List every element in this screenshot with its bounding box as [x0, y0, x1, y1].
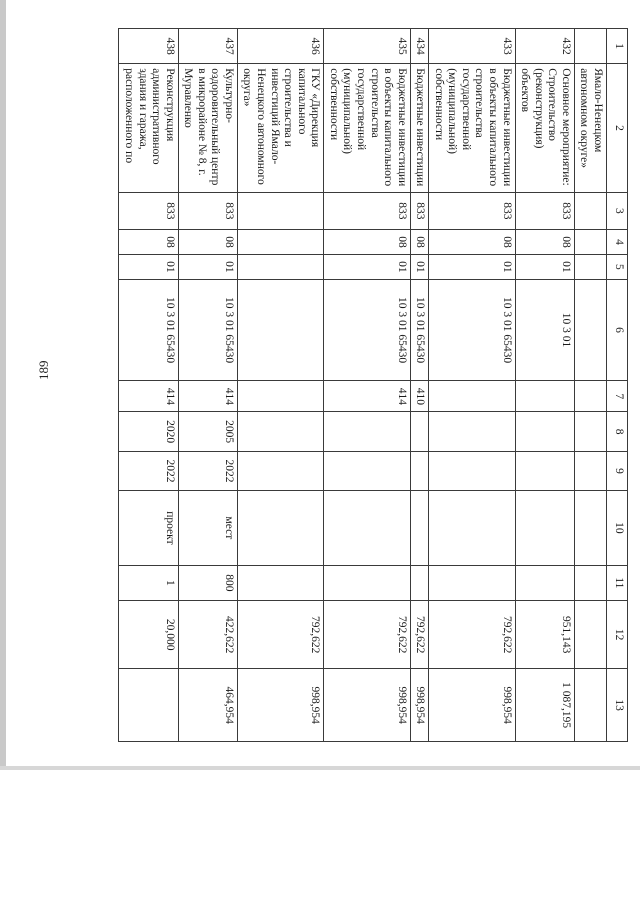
table-cell-col-8: 2005 [178, 412, 237, 451]
table-cell-col-2: Реконструкция административного здания и гаража, расположенного по [119, 64, 178, 193]
table-cell-col-6 [574, 279, 606, 381]
table-cell-col-7 [515, 381, 574, 412]
table-cell-col-6: 10 3 01 [515, 279, 574, 381]
table-cell-col-4: 08 [410, 230, 429, 255]
table-cell-col-6: 10 3 01 65430 [119, 279, 178, 381]
column-header: 5 [607, 254, 628, 279]
table-cell-col-13: 998,954 [429, 669, 515, 742]
table-cell-col-3: 833 [178, 192, 237, 229]
table-cell-col-7 [237, 381, 323, 412]
table-cell-col-2: Бюджетные инвестиции [410, 64, 429, 193]
table-row [574, 29, 606, 742]
table-cell-col-5: 01 [515, 254, 574, 279]
table-cell-col-11 [574, 565, 606, 600]
scan-shadow-edge [0, 0, 6, 770]
table-cell-col-13 [119, 669, 178, 742]
table-cell-col-7: 414 [178, 381, 237, 412]
table-cell-col-8 [237, 412, 323, 451]
table-cell-col-6: 10 3 01 65430 [324, 279, 410, 381]
table-cell-col-4 [574, 230, 606, 255]
table-row [429, 29, 515, 742]
table-cell-col-4: 08 [119, 230, 178, 255]
table-cell-col-3 [574, 192, 606, 229]
table-cell-col-8 [515, 412, 574, 451]
table-cell-col-5: 01 [119, 254, 178, 279]
column-header: 4 [607, 230, 628, 255]
table-cell-col-13 [574, 669, 606, 742]
table-cell-col-10 [324, 491, 410, 566]
table-row [119, 29, 178, 742]
table-cell-col-4: 08 [324, 230, 410, 255]
table-cell-col-12: 792,622 [324, 600, 410, 668]
table-cell-col-2: Основное мероприятие: Строительство (реконструкция) объектов [515, 64, 574, 193]
table-cell-col-9 [515, 451, 574, 490]
table-cell-col-5: 01 [178, 254, 237, 279]
table-cell-col-1: 438 [119, 29, 178, 64]
table-cell-col-13: 998,954 [410, 669, 429, 742]
table-cell-col-5 [574, 254, 606, 279]
table-cell-col-3: 833 [324, 192, 410, 229]
table-cell-col-11: 1 [119, 565, 178, 600]
table-cell-col-12: 792,622 [410, 600, 429, 668]
table-cell-col-1: 435 [324, 29, 410, 64]
table-cell-col-13: 1 087,195 [515, 669, 574, 742]
table-cell-col-4 [237, 230, 323, 255]
table-cell-col-2: Бюджетные инвестиции в объекты капитального строительства государственной (муниципальной) собственности [429, 64, 515, 193]
table-cell-col-12: 792,622 [237, 600, 323, 668]
column-header: 9 [607, 451, 628, 490]
table-cell-col-6: 10 3 01 65430 [410, 279, 429, 381]
table-cell-col-7: 414 [119, 381, 178, 412]
column-header: 2 [607, 64, 628, 193]
table-cell-col-3: 833 [429, 192, 515, 229]
table-cell-col-9 [237, 451, 323, 490]
table-cell-col-11 [237, 565, 323, 600]
table-cell-col-12: 20,000 [119, 600, 178, 668]
table-cell-col-10 [237, 491, 323, 566]
table-cell-col-8 [574, 412, 606, 451]
table-cell-col-9 [410, 451, 429, 490]
table-cell-col-1: 437 [178, 29, 237, 64]
table-cell-col-10 [429, 491, 515, 566]
table-cell-col-1: 434 [410, 29, 429, 64]
table-cell-col-7 [429, 381, 515, 412]
table-cell-col-6 [237, 279, 323, 381]
table-cell-col-1 [574, 29, 606, 64]
table-cell-col-3: 833 [410, 192, 429, 229]
budget-table [118, 28, 628, 742]
table-cell-col-2: Бюджетные инвестиции в объекты капитального строительства государственной (муниципальной) собственности [324, 64, 410, 193]
table-cell-col-1: 432 [515, 29, 574, 64]
table-cell-col-9: 2022 [178, 451, 237, 490]
table-cell-col-2: Ямало-Ненецком автономном округе» [574, 64, 606, 193]
table-row [178, 29, 237, 742]
table-cell-col-13: 998,954 [324, 669, 410, 742]
table-cell-col-8 [429, 412, 515, 451]
scan-bottom-edge [0, 766, 640, 770]
column-header: 6 [607, 279, 628, 381]
table-cell-col-8 [410, 412, 429, 451]
table-cell-col-5 [237, 254, 323, 279]
page-number: 189 [36, 360, 51, 380]
column-header: 12 [607, 600, 628, 668]
table-cell-col-9: 2022 [119, 451, 178, 490]
header-row [607, 29, 628, 742]
column-header: 10 [607, 491, 628, 566]
column-header: 3 [607, 192, 628, 229]
table-cell-col-1: 433 [429, 29, 515, 64]
table-cell-col-11 [429, 565, 515, 600]
table-cell-col-10 [515, 491, 574, 566]
table-cell-col-7: 414 [324, 381, 410, 412]
table-row [324, 29, 410, 742]
table-cell-col-4: 08 [429, 230, 515, 255]
table-row [515, 29, 574, 742]
column-header: 13 [607, 669, 628, 742]
table-cell-col-12: 951,143 [515, 600, 574, 668]
column-header: 1 [607, 29, 628, 64]
table-cell-col-10: мест [178, 491, 237, 566]
table-cell-col-1: 436 [237, 29, 323, 64]
table-cell-col-7: 410 [410, 381, 429, 412]
table-cell-col-11 [515, 565, 574, 600]
table-row [237, 29, 323, 742]
table-cell-col-9 [574, 451, 606, 490]
column-header: 11 [607, 565, 628, 600]
table-cell-col-3: 833 [515, 192, 574, 229]
table-cell-col-13: 464,954 [178, 669, 237, 742]
table-cell-col-3 [237, 192, 323, 229]
table-cell-col-10 [574, 491, 606, 566]
table-cell-col-10: проект [119, 491, 178, 566]
table-cell-col-6: 10 3 01 65430 [178, 279, 237, 381]
table-cell-col-11 [410, 565, 429, 600]
table-cell-col-5: 01 [324, 254, 410, 279]
table-cell-col-7 [574, 381, 606, 412]
table-cell-col-6: 10 3 01 65430 [429, 279, 515, 381]
table-cell-col-8: 2020 [119, 412, 178, 451]
table-cell-col-13: 998,954 [237, 669, 323, 742]
table-row [410, 29, 429, 742]
column-header: 8 [607, 412, 628, 451]
table-cell-col-3: 833 [119, 192, 178, 229]
table-cell-col-2: Культурно-оздоровительный центр в микрорайоне № 8, г. Муравленко [178, 64, 237, 193]
column-header: 7 [607, 381, 628, 412]
table-cell-col-9 [429, 451, 515, 490]
rotated-table-wrapper [112, 28, 628, 742]
table-cell-col-12 [574, 600, 606, 668]
table-cell-col-9 [324, 451, 410, 490]
table-cell-col-11 [324, 565, 410, 600]
table-cell-col-4: 08 [515, 230, 574, 255]
table-cell-col-8 [324, 412, 410, 451]
table-cell-col-2: ГКУ «Дирекция капитального строительства и инвестиций Ямало-Ненецкого автономного округа» [237, 64, 323, 193]
table-cell-col-12: 422,622 [178, 600, 237, 668]
table-cell-col-4: 08 [178, 230, 237, 255]
table-cell-col-12: 792,622 [429, 600, 515, 668]
table-cell-col-10 [410, 491, 429, 566]
table-cell-col-5: 01 [429, 254, 515, 279]
table-cell-col-11: 800 [178, 565, 237, 600]
table-cell-col-5: 01 [410, 254, 429, 279]
